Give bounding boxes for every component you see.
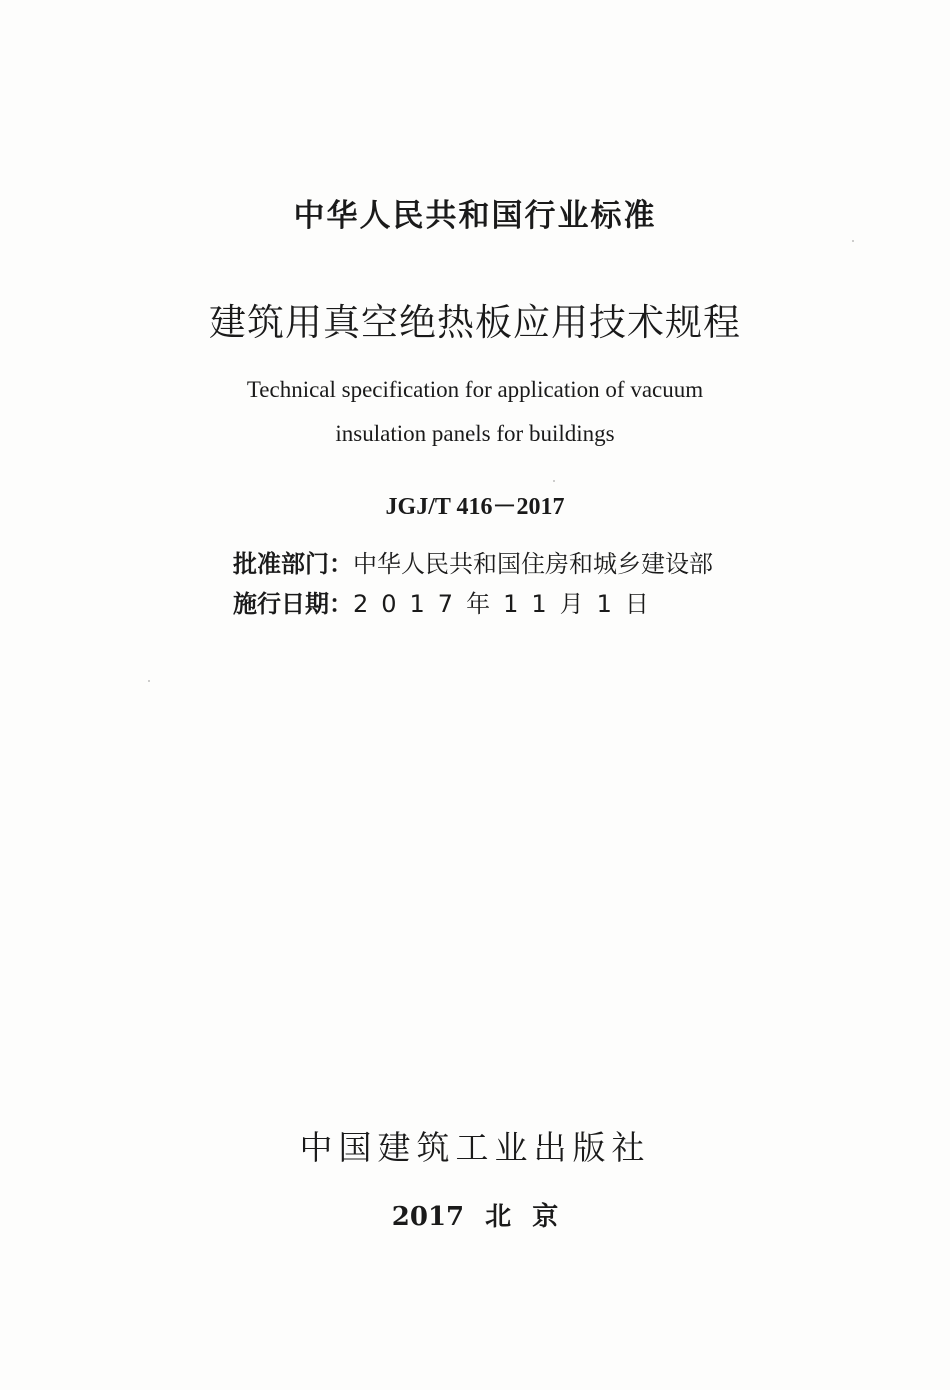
effective-date	[233, 584, 662, 619]
publication-year-place: 2017 北 京	[391, 1202, 559, 1232]
scan-speck	[852, 240, 854, 242]
effective-date-label: 施行日期：	[233, 590, 353, 618]
standard-type-heading: 中华人民共和国行业标准	[293, 198, 657, 234]
standard-code: JGJ/T 416－2017	[385, 494, 565, 520]
effective-date-value: 2017年11月1日	[353, 590, 662, 618]
scan-speck	[148, 680, 150, 682]
approval-label: 批准部门：	[233, 550, 353, 578]
chinese-title: 建筑用真空绝热板应用技术规程	[209, 301, 741, 344]
english-title-line-1: Technical specification for application of vacuum	[246, 377, 704, 402]
publisher-name: 中国建筑工业出版社	[299, 1128, 651, 1167]
approval-department	[233, 544, 713, 579]
approval-value: 中华人民共和国住房和城乡建设部	[353, 550, 713, 578]
english-title-line-2: insulation panels for buildings	[335, 421, 615, 446]
scan-speck	[553, 480, 555, 482]
